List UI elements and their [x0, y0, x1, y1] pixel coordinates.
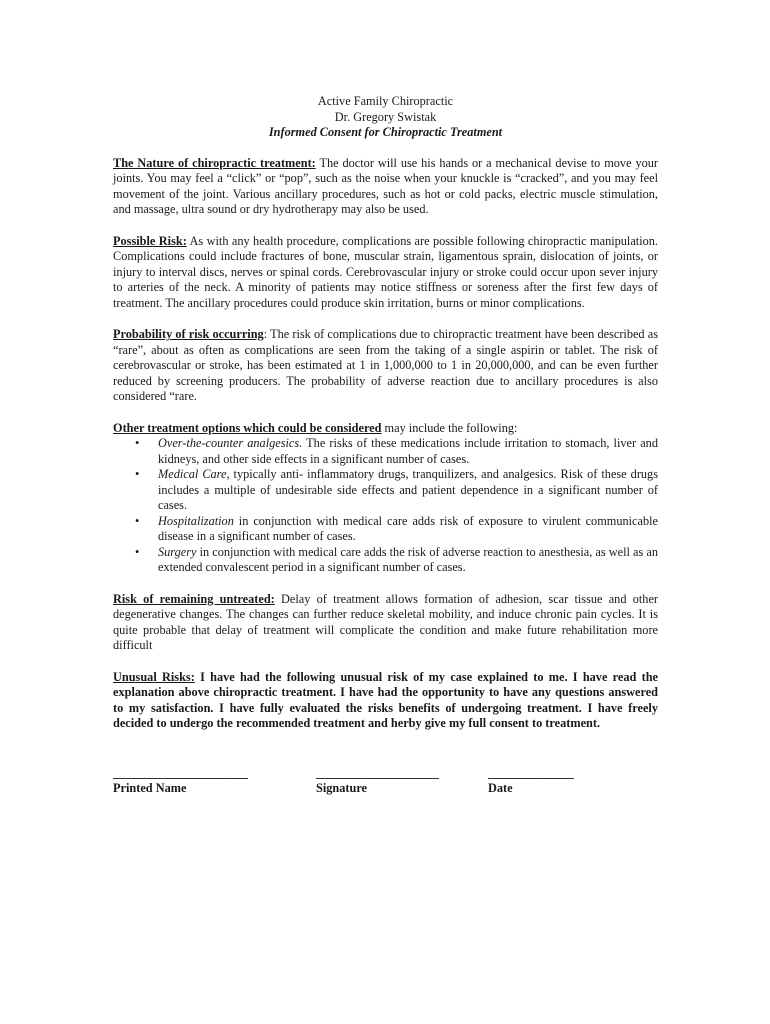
printed-name-line: ______________________ — [113, 766, 249, 780]
document-title: Informed Consent for Chiropractic Treatment — [268, 125, 503, 139]
printed-name-field[interactable] — [113, 766, 248, 796]
remaining-heading: Risk of remaining untreated: — [113, 591, 275, 606]
remaining-text: Delay of treatment allows formation of adhesion, scar tissue and other degenerative changes. The changes can further reduce skeletal mobility, and induce chronic pain cycles. It is quite probable that delay of treatment will complicate the condition and make future rehabilitation more difficult — [113, 591, 658, 652]
document-body — [113, 94, 658, 748]
option-term: Surgery — [158, 544, 197, 559]
other-options-intro: may include the following: — [381, 420, 518, 435]
option-term: Medical Care, — [158, 467, 230, 481]
possible-risk-section — [113, 234, 658, 312]
unusual-heading: Unusual Risks: — [113, 669, 195, 684]
other-options-heading: Other treatment options which could be considered — [113, 420, 382, 435]
possible-risk-text: As with any health procedure, complications are possible following chiropractic manipulation. Complications could include fractures of bone, muscular strain, ligamentous sprain, dislocation of joints, or injury to interval discs, nerves or spinal cords. Cerebrovascular injury or stroke could occur upon sever injury to arteries of the neck. A minority of patients may notice stiffness or soreness after the first few days of treatment. The ancillary procedures could produce skin irritation, burns or minor complications. — [113, 233, 659, 310]
unusual-text: I have had the following unusual risk of my case explained to me. I have read the explanation above chiropractic treatment. I have had the opportunity to have any questions answered to my satisfaction. I have fully evaluated the risks benefits of undergoing treatment. I have freely decided to undergo the recommended treatment and herby give my full consent to treatment. — [113, 669, 659, 730]
option-text: in conjunction with medical care adds risk of exposure to virulent communicable disease in a significant number of cases. — [158, 513, 658, 543]
signature-line: ____________________ — [316, 766, 439, 780]
option-text: The risks of these medications include irritation to stomach, liver and kidneys, and other side effects in a significant number of cases. — [158, 436, 658, 466]
nature-heading: The Nature of chiropractic treatment: — [113, 155, 316, 170]
remaining-section — [113, 592, 658, 654]
possible-risk-heading: Possible Risk: — [113, 233, 187, 248]
printed-name-label: Printed Name — [113, 781, 187, 795]
option-term: Over-the-counter analgesics. — [158, 436, 303, 450]
other-options-section — [113, 421, 658, 576]
probability-heading: Probability of risk occurring — [113, 327, 264, 341]
option-text: typically anti- inflammatory drugs, tranquilizers, and analgesics. Risk of these drugs includes a multiple of undesirable side effects and patient dependence in a significant number of cases. — [158, 467, 658, 512]
date-line: ______________ — [488, 766, 575, 780]
list-item — [158, 467, 658, 514]
practice-name: Active Family Chiropractic — [317, 94, 454, 108]
list-item — [158, 436, 658, 467]
signature-block — [113, 766, 658, 806]
probability-text: : The risk of complications due to chiropractic treatment have been described as “rare”, about as often as complications are seen from the taking of a single aspirin or tablet. The risk of cerebrovascular or stroke, has been estimated at 1 in 1,000,000 to 1 in 20,000,000, and can be even further reduced by screening producers. The probability of adverse reaction due to ancillary procedures is also considered “rare. — [113, 327, 658, 403]
unusual-section — [113, 670, 658, 732]
nature-section — [113, 156, 658, 218]
date-label: Date — [488, 781, 513, 795]
doctor-name: Dr. Gregory Swistak — [334, 109, 437, 124]
option-text: in conjunction with medical care adds the risk of adverse reaction to anesthesia, as well as an extended convalescent period in a significant number of cases. — [158, 544, 658, 574]
option-term: Hospitalization — [158, 513, 234, 528]
signature-field[interactable] — [316, 766, 439, 796]
nature-text: The doctor will use his hands or a mechanical devise to move your joints. You may feel a “click” or “pop”, such as the noise when your knuckle is “cracked”, and you may feel movement of the joint. Various ancillary procedures, such as hot or cold packs, electric muscle stimulation, and massage, ultra sound or dry hydrotherapy may also be used. — [113, 155, 658, 216]
probability-section — [113, 327, 658, 405]
document-header — [113, 94, 658, 141]
list-item — [158, 514, 658, 545]
list-item — [158, 545, 658, 576]
signature-label: Signature — [316, 781, 368, 795]
date-field[interactable] — [488, 766, 574, 796]
options-list — [113, 436, 658, 576]
